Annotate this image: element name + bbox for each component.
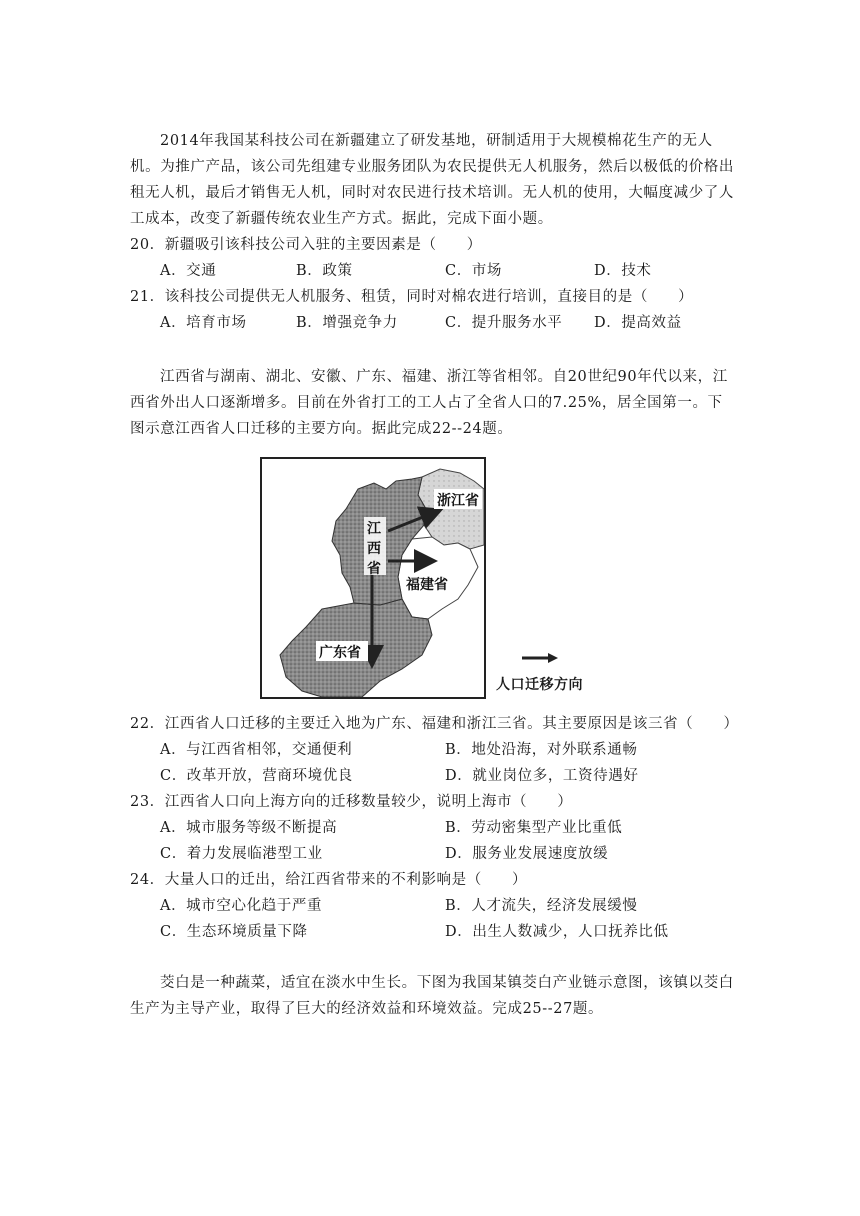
q24-option-a: A．城市空心化趋于严重: [160, 898, 323, 914]
migration-map: [260, 457, 486, 699]
question-23: 23．江西省人口向上海方向的迁移数量较少，说明上海市（ ）: [130, 794, 573, 810]
q22-option-a: A．与江西省相邻，交通便利: [160, 742, 353, 758]
q23-option-d: D．服务业发展速度放缓: [445, 846, 609, 862]
q21-option-c: C．提升服务水平: [445, 315, 563, 331]
q20-option-b: B．政策: [296, 263, 353, 279]
legend-label: 人口迁移方向: [496, 677, 583, 693]
q22-option-d: D．就业岗位多，工资待遇好: [445, 768, 639, 784]
q22-option-b: B．地处沿海，对外联系通畅: [445, 742, 638, 758]
q21-option-a: A．培育市场: [160, 315, 247, 331]
q21-option-b: B．增强竞争力: [296, 315, 398, 331]
q23-option-a: A．城市服务等级不断提高: [160, 820, 338, 836]
legend-arrow-icon: [520, 652, 560, 664]
q24-option-d: D．出生人数减少，人口抚养比低: [445, 924, 669, 940]
jiangxi-label-2: 西: [367, 541, 381, 557]
q20-option-d: D．技术: [594, 263, 652, 279]
q22-option-c: C．改革开放，营商环境优良: [160, 768, 353, 784]
zhejiang-label: 浙江省: [437, 493, 479, 509]
guangdong-label: 广东省: [319, 645, 361, 661]
intro-paragraph-drone: 2014年我国某科技公司在新疆建立了研发基地，研制适用于大规模棉花生产的无人机。为推广产品，该公司先组建专业服务团队为农民提供无人机服务，然后以极低的价格出租无人机，最后才销售无人机，同时对农民进行技术培训。无人机的使用，大幅度减少了人工成本，改变了新疆传统农业生产方式。据此，完成下面小题。: [130, 133, 734, 227]
question-22: 22．江西省人口迁移的主要迁入地为广东、福建和浙江三省。其主要原因是该三省（ ）: [130, 716, 739, 732]
migration-map-svg: [262, 459, 484, 697]
q20-option-a: A．交通: [160, 263, 217, 279]
jiangxi-label-1: 江: [367, 521, 381, 537]
q24-option-c: C．生态环境质量下降: [160, 924, 308, 940]
question-20: 20．新疆吸引该科技公司入驻的主要因素是（ ）: [130, 237, 482, 253]
q20-option-c: C．市场: [445, 263, 502, 279]
q23-option-b: B．劳动密集型产业比重低: [445, 820, 623, 836]
fujian-label: 福建省: [406, 577, 448, 593]
intro-paragraph-jiangxi: 江西省与湖南、湖北、安徽、广东、福建、浙江等省相邻。自20世纪90年代以来，江西省外出人口逐渐增多。目前在外省打工的工人占了全省人口的7.25%，居全国第一。下图示意江西省人口迁移的主要方向。据此完成22--24题。: [130, 369, 728, 437]
intro-paragraph-jiaobai: 茭白是一种蔬菜，适宜在淡水中生长。下图为我国某镇茭白产业链示意图，该镇以茭白生产为主导产业，取得了巨大的经济效益和环境效益。完成25--27题。: [130, 975, 734, 1017]
q24-option-b: B．人才流失，经济发展缓慢: [445, 898, 638, 914]
jiangxi-label-3: 省: [367, 561, 381, 577]
question-21: 21．该科技公司提供无人机服务、租赁，同时对棉农进行培训，直接目的是（ ）: [130, 289, 694, 305]
q21-option-d: D．提高效益: [594, 315, 682, 331]
q23-option-c: C．着力发展临港型工业: [160, 846, 323, 862]
question-24: 24．大量人口的迁出，给江西省带来的不利影响是（ ）: [130, 872, 528, 888]
